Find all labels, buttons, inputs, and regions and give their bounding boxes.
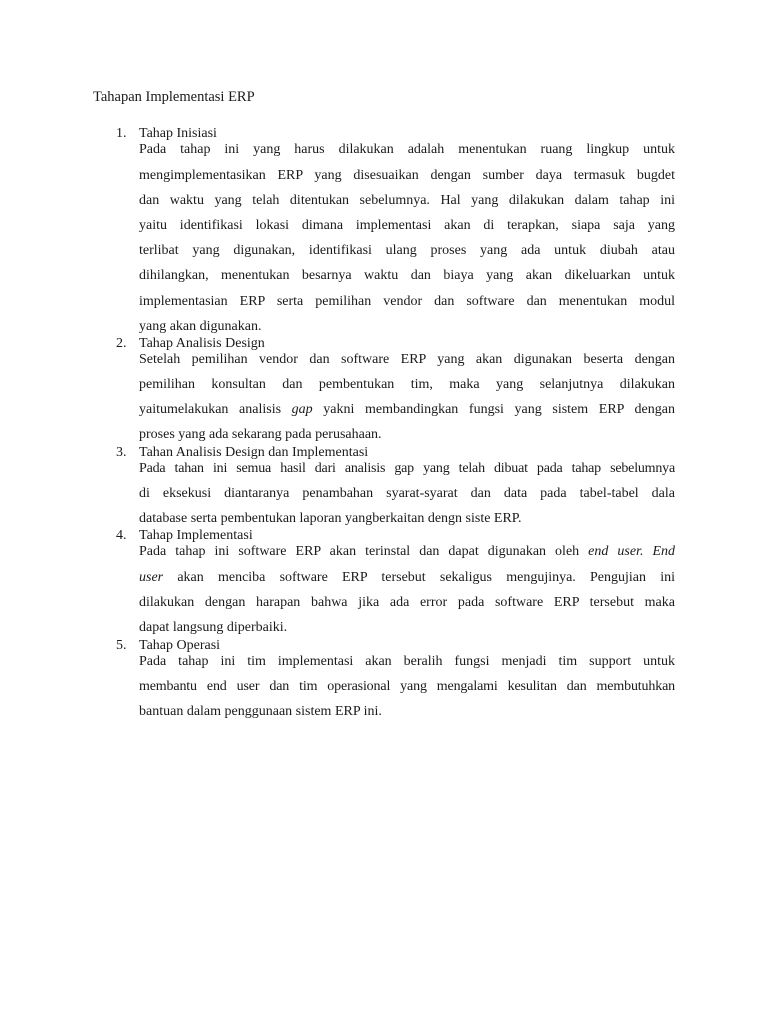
body-line: terlibat yang digunakan, identifikasi ulang proses yang ada untuk diubah atau (139, 243, 675, 258)
body-line: bantuan dalam penggunaan sistem ERP ini. (139, 704, 382, 719)
body-text: yaitumelakukan analisis (139, 402, 292, 417)
body-line: Pada tahan ini semua hasil dari analisis gap yang telah dibuat pada tahap sebelumnya (139, 461, 675, 476)
body-text: Pada tahap ini software ERP akan terinstal dan dapat digunakan oleh (139, 544, 589, 559)
section-heading: Tahap Analisis Design (139, 336, 265, 351)
body-line: dapat langsung diperbaiki. (139, 620, 288, 635)
body-line: dan waktu yang telah ditentukan sebelumnya. Hal yang dilakukan dalam tahap ini (139, 193, 675, 208)
document-title: Tahapan Implementasi ERP (93, 89, 255, 105)
italic-term: user (139, 570, 164, 585)
body-line: mengimplementasikan ERP yang disesuaikan dengan sumber daya termasuk bugdet (139, 168, 675, 183)
section-number: 2. (116, 336, 127, 351)
body-line: yang akan digunakan. (139, 319, 262, 334)
body-line: database serta pembentukan laporan yangberkaitan dengn siste ERP. (139, 511, 522, 526)
body-line: membantu end user dan tim operasional yang mengalami kesulitan dan membutuhkan (139, 679, 675, 694)
body-line: proses yang ada sekarang pada perusahaan. (139, 427, 382, 442)
body-line: yaitu identifikasi lokasi dimana implementasi akan di terapkan, siapa saja yang (139, 218, 675, 233)
body-line (139, 544, 675, 560)
section-heading: Tahap Inisiasi (139, 126, 217, 141)
italic-term: end user. End (588, 544, 675, 559)
body-line: Pada tahap ini yang harus dilakukan adalah menentukan ruang lingkup untuk (139, 142, 675, 157)
body-line: implementasian ERP serta pemilihan vendor dan software dan menentukan modul (139, 294, 675, 309)
section-heading: Tahap Operasi (139, 638, 221, 653)
section-number: 5. (116, 638, 127, 653)
body-line: dihilangkan, menentukan besarnya waktu dan biaya yang akan dikeluarkan untuk (139, 268, 675, 283)
section-heading: Tahap Implementasi (139, 528, 253, 543)
body-line (139, 402, 675, 418)
body-line: dilakukan dengan harapan bahwa jika ada error pada software ERP tersebut maka (139, 595, 675, 610)
body-line (139, 570, 675, 586)
body-line: Setelah pemilihan vendor dan software ERP yang akan digunakan beserta dengan (139, 352, 675, 367)
body-line: Pada tahap ini tim implementasi akan beralih fungsi menjadi tim support untuk (139, 654, 675, 669)
section-number: 4. (116, 528, 127, 543)
body-text: akan menciba software ERP tersebut sekaligus mengujinya. Pengujian ini (163, 570, 675, 585)
section-number: 1. (116, 126, 127, 141)
section-number: 3. (116, 445, 127, 460)
section-heading: Tahan Analisis Design dan Implementasi (139, 445, 369, 460)
body-line: di eksekusi diantaranya penambahan syarat-syarat dan data pada tabel-tabel dala (139, 486, 675, 501)
italic-term: gap (291, 402, 313, 417)
body-text: yakni membandingkan fungsi yang sistem ERP dengan (312, 402, 675, 417)
body-line: pemilihan konsultan dan pembentukan tim, maka yang selanjutnya dilakukan (139, 377, 675, 392)
